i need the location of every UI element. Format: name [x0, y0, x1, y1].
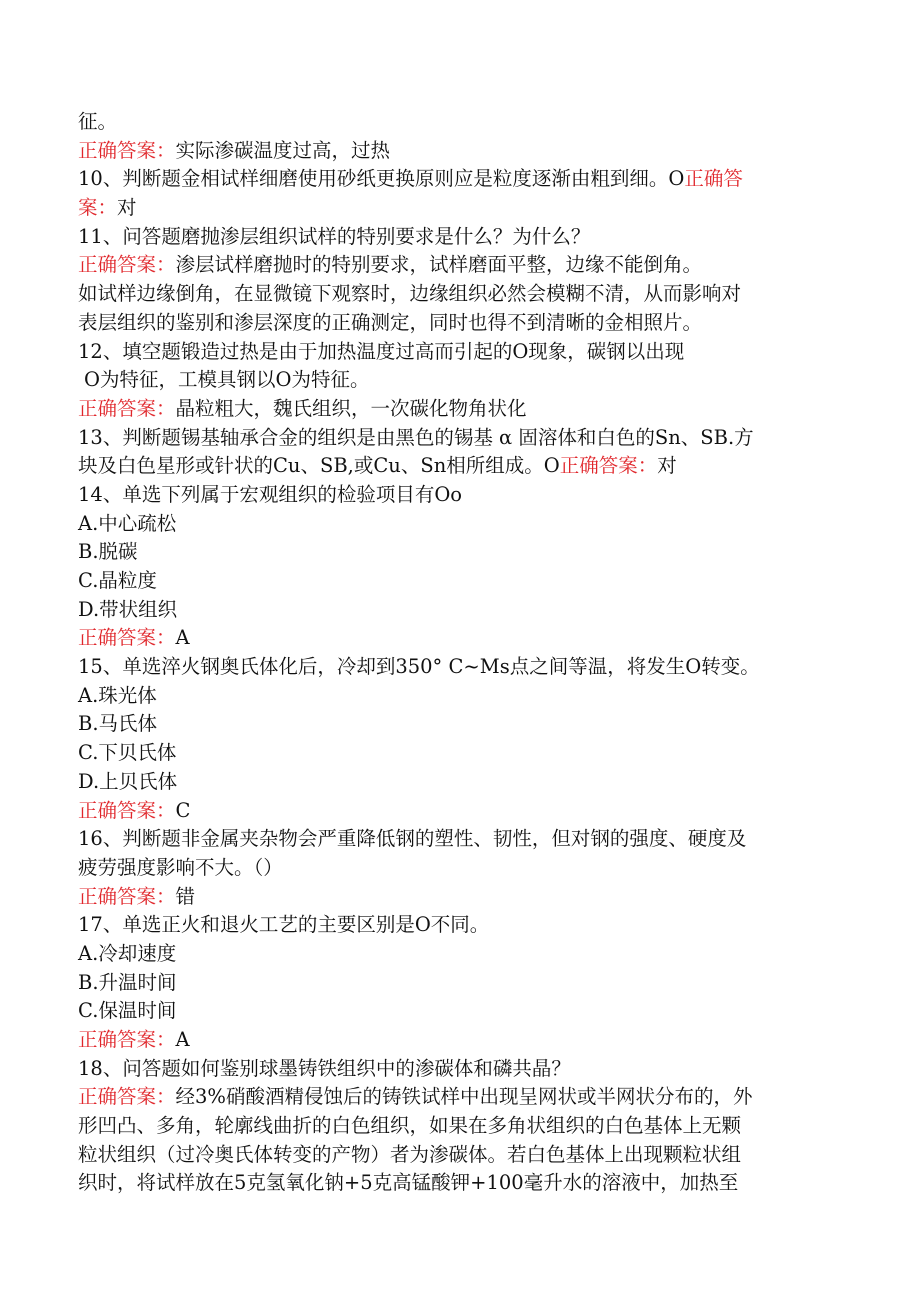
option-text: A.冷却速度 [78, 941, 177, 965]
question-12 [78, 338, 848, 367]
question-17 [78, 911, 848, 940]
answer-line [78, 624, 848, 653]
text: 织时，将试样放在5克氢氧化钠+5克高锰酸钾+100毫升水的溶液中，加热至 [78, 1171, 739, 1195]
option-b [78, 538, 848, 567]
question-text: O为特征，工模具钢以O为特征。 [84, 368, 370, 392]
answer-line [78, 1026, 848, 1055]
option-text: C.保温时间 [78, 999, 177, 1023]
text-line [78, 1112, 848, 1141]
option-text: B.马氏体 [78, 712, 158, 736]
answer-label: 正确答案： [559, 454, 658, 478]
answer-label: 正确答案： [78, 253, 176, 277]
answer-value: 错 [175, 884, 196, 908]
text-line [78, 108, 848, 137]
question-text: 14、单选下列属于宏观组织的检验项目有Oo [78, 482, 463, 506]
text: 如试样边缘倒角，在显微镜下观察时，边缘组织必然会模糊不清，从而影响对 [78, 282, 742, 306]
answer-label-part: 案： [78, 196, 118, 220]
answer-value: 晶粒粗大，魏氏组织，一次碳化物角状化 [175, 396, 527, 420]
text: 征。 [78, 110, 118, 133]
question-text: 11、问答题磨抛渗层组织试样的特别要求是什么？为什么？ [78, 224, 591, 248]
option-d [78, 596, 848, 625]
text-line [78, 309, 848, 338]
answer-line [78, 395, 848, 424]
answer-value: A [175, 1028, 190, 1051]
text: 表层组织的鉴别和渗层深度的正确测定，同时也得不到清晰的金相照片。 [78, 310, 703, 334]
answer-label: 正确答案： [78, 798, 176, 822]
question-text-cont [78, 854, 848, 883]
question-14 [78, 481, 848, 510]
option-text: B.脱碳 [78, 540, 138, 564]
text-line [78, 280, 848, 309]
question-text: 12、填空题锻造过热是由于加热温度过高而引起的O现象，碳钢以出现 [78, 339, 685, 363]
question-text: 13、判断题锡基轴承合金的组织是由黑色的锡基 α 固溶体和白色的Sn、SB.方 [78, 425, 754, 449]
answer-label: 正确答案： [78, 626, 176, 650]
question-text-cont [78, 452, 848, 481]
question-16 [78, 825, 848, 854]
text-line [78, 1141, 848, 1170]
answer-label-part: 正确答 [684, 167, 743, 191]
answer-value: A [175, 626, 190, 650]
option-text: A.中心疏松 [78, 511, 177, 535]
answer-label: 正确答案： [78, 1028, 176, 1051]
option-c [78, 739, 848, 768]
answer-label: 正确答案： [78, 138, 176, 162]
option-text: D.上贝氏体 [78, 769, 178, 793]
question-18 [78, 1055, 848, 1084]
option-text: A.珠光体 [78, 683, 157, 707]
question-text: 10、判断题金相试样细磨使用砂纸更换原则应是粒度逐渐由粗到细。O [78, 167, 685, 191]
option-b [78, 710, 848, 739]
document-page [78, 108, 848, 1198]
question-text: 15、单选淬火钢奥氏体化后，冷却到350° C~Ms点之间等温，将发生O转变。 [78, 655, 760, 679]
text: 粒状组织（过冷奥氏体转变的产物）者为渗碳体。若白色基体上出现颗粒状组 [78, 1142, 742, 1166]
text: 形凹凸、多角，轮廓线曲折的白色组织，如果在多角状组织的白色基体上无颗 [78, 1114, 742, 1138]
answer-label: 正确答案： [78, 396, 176, 420]
question-text-cont [78, 366, 848, 395]
answer-line [78, 194, 848, 223]
text-line [78, 1169, 848, 1198]
question-text: 17、单选正火和退火工艺的主要区别是O不同。 [78, 913, 490, 937]
option-c [78, 997, 848, 1026]
answer-line [78, 137, 848, 166]
answer-value: C [175, 798, 191, 822]
option-a [78, 940, 848, 969]
answer-line [78, 1083, 848, 1112]
option-c [78, 567, 848, 596]
answer-line [78, 883, 848, 912]
answer-label: 正确答案： [78, 1085, 176, 1109]
question-text: 18、问答题如何鉴别球墨铸铁组织中的渗碳体和磷共晶？ [78, 1056, 571, 1080]
question-text: 块及白色星形或针状的Cu、SB,或Cu、Sn相所组成。O [78, 454, 560, 478]
question-11 [78, 223, 848, 252]
option-text: C.下贝氏体 [78, 741, 177, 765]
question-10 [78, 165, 848, 194]
answer-line [78, 797, 848, 826]
option-text: C.晶粒度 [78, 569, 157, 592]
answer-value: 渗层试样磨抛时的特别要求，试样磨面平整，边缘不能倒角。 [175, 253, 703, 277]
answer-value: 经3%硝酸酒精侵蚀后的铸铁试样中出现呈网状或半网状分布的，外 [175, 1085, 753, 1109]
option-a [78, 510, 848, 539]
answer-value: 对 [117, 196, 137, 220]
option-text: B.升温时间 [78, 970, 177, 994]
answer-value: 实际渗碳温度过高，过热 [175, 138, 391, 162]
option-b [78, 969, 848, 998]
question-13 [78, 424, 848, 453]
option-a [78, 682, 848, 711]
answer-label: 正确答案： [78, 884, 176, 908]
question-text: 16、判断题非金属夹杂物会严重降低钢的塑性、韧性，但对钢的强度、硬度及 [78, 827, 747, 851]
option-text: D.带状组织 [78, 597, 178, 621]
question-text: 疲劳强度影响不大。（） [78, 855, 283, 879]
answer-line [78, 251, 848, 280]
answer-value: 对 [657, 454, 677, 478]
question-15 [78, 653, 848, 682]
option-d [78, 768, 848, 797]
